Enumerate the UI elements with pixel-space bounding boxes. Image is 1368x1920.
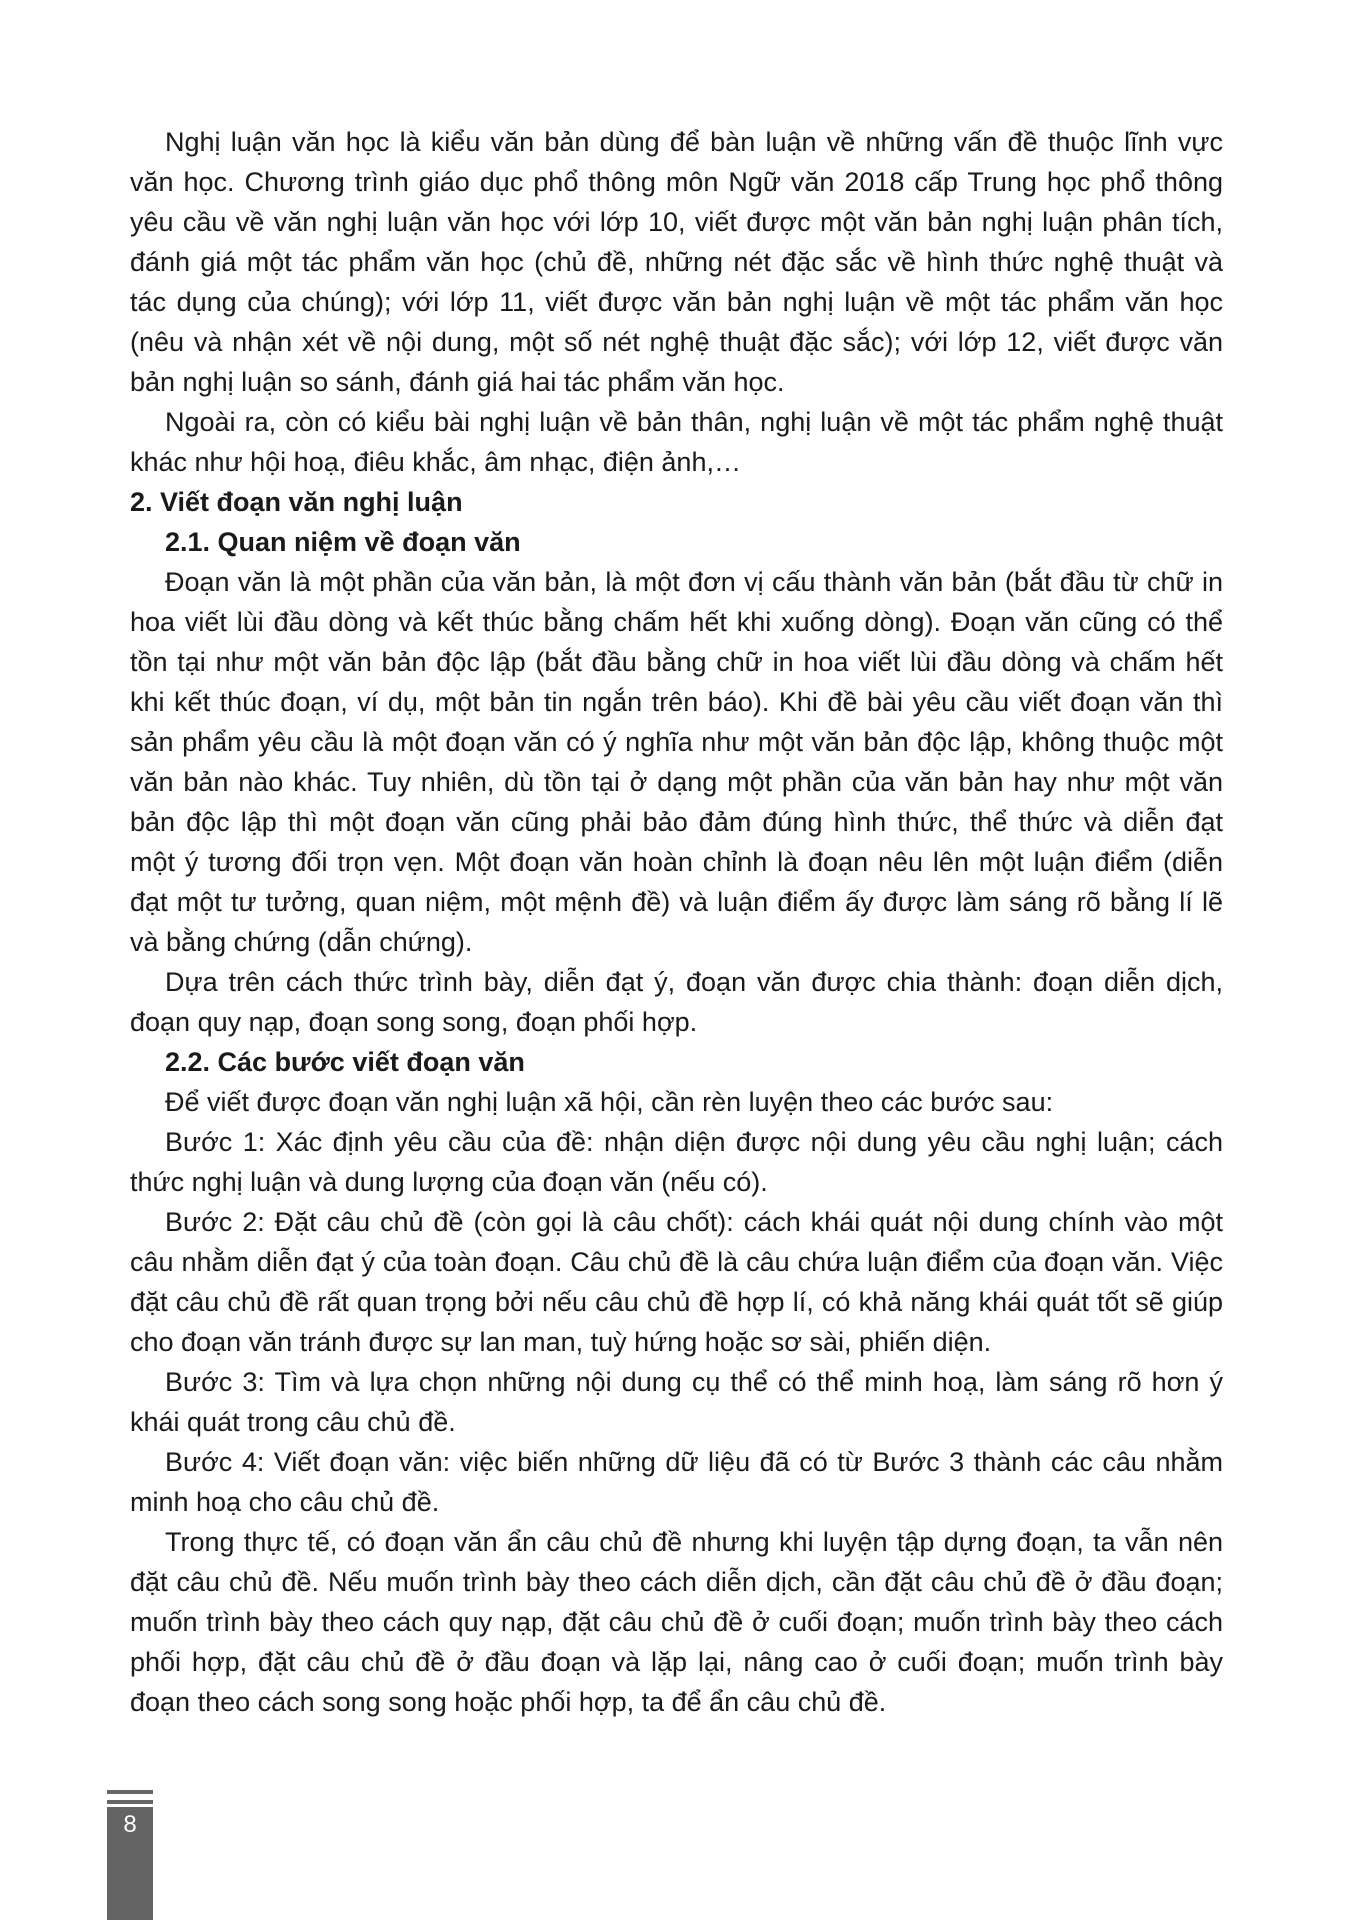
paragraph bbox=[130, 1362, 1223, 1442]
paragraph bbox=[130, 562, 1223, 962]
text-line: một ý tương đối trọn vẹn. Một đoạn văn hoàn chỉnh là đoạn nêu lên một luận điểm (diễn bbox=[130, 847, 1223, 877]
text-line: minh hoạ cho câu chủ đề. bbox=[130, 1487, 440, 1517]
text-line: câu nhằm diễn đạt ý của toàn đoạn. Câu chủ đề là câu chứa luận điểm của đoạn văn. Việc bbox=[130, 1247, 1223, 1277]
paragraph bbox=[130, 1522, 1223, 1722]
text-line: Bước 2: Đặt câu chủ đề (còn gọi là câu chốt): cách khái quát nội dung chính vào một bbox=[165, 1207, 1223, 1237]
text-line: (nêu và nhận xét về nội dung, một số nét nghệ thuật đặc sắc); với lớp 12, viết được văn bbox=[130, 327, 1223, 357]
text-line: phối hợp, đặt câu chủ đề ở đầu đoạn và lặp lại, nâng cao ở cuối đoạn; muốn trình bày bbox=[130, 1647, 1223, 1677]
text-line: hoa viết lùi đầu dòng và kết thúc bằng chấm hết khi xuống dòng). Đoạn văn cũng có thể bbox=[130, 607, 1223, 637]
paragraph bbox=[130, 962, 1223, 1042]
text-line: đoạn theo cách song song hoặc phối hợp, ta để ẩn câu chủ đề. bbox=[130, 1687, 887, 1717]
text-line: thức nghị luận và dung lượng của đoạn văn (nếu có). bbox=[130, 1167, 768, 1197]
text-line: khái quát trong câu chủ đề. bbox=[130, 1407, 456, 1437]
text-line: Bước 3: Tìm và lựa chọn những nội dung cụ thể có thể minh hoạ, làm sáng rõ hơn ý bbox=[165, 1367, 1223, 1397]
text-line: Dựa trên cách thức trình bày, diễn đạt ý, đoạn văn được chia thành: đoạn diễn dịch, bbox=[165, 967, 1223, 997]
text-line: bản độc lập thì một đoạn văn cũng phải bảo đảm đúng hình thức, thể thức và diễn đạt bbox=[130, 807, 1223, 837]
text-line: 2.2. Các bước viết đoạn văn bbox=[165, 1047, 525, 1077]
text-line: văn học. Chương trình giáo dục phổ thông môn Ngữ văn 2018 cấp Trung học phổ thông bbox=[130, 167, 1223, 197]
page-number: 8 bbox=[123, 1811, 137, 1838]
text-line: Bước 4: Viết đoạn văn: việc biến những dữ liệu đã có từ Bước 3 thành các câu nhằm bbox=[165, 1447, 1223, 1477]
page-number-tab bbox=[107, 1807, 153, 1920]
text-line: 2.1. Quan niệm về đoạn văn bbox=[165, 527, 521, 557]
text-line: đặt câu chủ đề rất quan trọng bởi nếu câu chủ đề hợp lí, có khả năng khái quát tốt sẽ giúp bbox=[130, 1287, 1223, 1317]
page-number-rule bbox=[107, 1790, 153, 1794]
page-body bbox=[130, 122, 1223, 1722]
text-line: cho đoạn văn tránh được sự lan man, tuỳ hứng hoặc sơ sài, phiến diện. bbox=[130, 1327, 992, 1357]
text-line: 2. Viết đoạn văn nghị luận bbox=[130, 487, 463, 517]
text-line: Ngoài ra, còn có kiểu bài nghị luận về bản thân, nghị luận về một tác phẩm nghệ thuật bbox=[165, 407, 1223, 437]
text-line: sản phẩm yêu cầu là một đoạn văn có ý nghĩa như một văn bản độc lập, không thuộc một bbox=[130, 727, 1223, 757]
text-line: khi kết thúc đoạn, ví dụ, một bản tin ngắn trên báo). Khi đề bài yêu cầu viết đoạn văn thì bbox=[130, 687, 1223, 717]
text-line: và bằng chứng (dẫn chứng). bbox=[130, 927, 473, 957]
paragraph bbox=[130, 1122, 1223, 1202]
text-line: đặt câu chủ đề. Nếu muốn trình bày theo cách diễn dịch, cần đặt câu chủ đề ở đầu đoạn; bbox=[130, 1567, 1223, 1597]
text-line: Nghị luận văn học là kiểu văn bản dùng để bàn luận về những vấn đề thuộc lĩnh vực bbox=[165, 127, 1223, 157]
paragraph bbox=[130, 122, 1223, 402]
text-line: tồn tại như một văn bản độc lập (bắt đầu bằng chữ in hoa viết lùi đầu dòng và chấm hết bbox=[130, 647, 1223, 677]
text-line: yêu cầu về văn nghị luận văn học với lớp 10, viết được một văn bản nghị luận phân tích, bbox=[130, 207, 1223, 237]
text-line: Để viết được đoạn văn nghị luận xã hội, cần rèn luyện theo các bước sau: bbox=[165, 1087, 1054, 1117]
text-line: đạt một tư tưởng, quan niệm, một mệnh đề) và luận điểm ấy được làm sáng rõ bằng lí lẽ bbox=[130, 887, 1223, 917]
text-line: bản nghị luận so sánh, đánh giá hai tác phẩm văn học. bbox=[130, 367, 785, 397]
paragraph bbox=[130, 1082, 1223, 1122]
text-line: muốn trình bày theo cách quy nạp, đặt câu chủ đề ở cuối đoạn; muốn trình bày theo cách bbox=[130, 1607, 1223, 1637]
text-line: Bước 1: Xác định yêu cầu của đề: nhận diện được nội dung yêu cầu nghị luận; cách bbox=[165, 1127, 1223, 1157]
text-line: văn bản nào khác. Tuy nhiên, dù tồn tại ở dạng một phần của văn bản hay như một văn bbox=[130, 767, 1223, 797]
text-line: Trong thực tế, có đoạn văn ẩn câu chủ đề nhưng khi luyện tập dựng đoạn, ta vẫn nên bbox=[165, 1527, 1223, 1557]
subsection-heading bbox=[130, 1042, 1223, 1082]
text-line: đoạn quy nạp, đoạn song song, đoạn phối hợp. bbox=[130, 1007, 698, 1037]
paragraph bbox=[130, 402, 1223, 482]
text-line: đánh giá một tác phẩm văn học (chủ đề, những nét đặc sắc về hình thức nghệ thuật và bbox=[130, 247, 1223, 277]
text-line: Đoạn văn là một phần của văn bản, là một đơn vị cấu thành văn bản (bắt đầu từ chữ in bbox=[165, 567, 1223, 597]
text-line: tác dụng của chúng); với lớp 11, viết được văn bản nghị luận về một tác phẩm văn học bbox=[130, 287, 1223, 317]
text-line: khác như hội hoạ, điêu khắc, âm nhạc, điện ảnh,… bbox=[130, 447, 741, 477]
paragraph bbox=[130, 1202, 1223, 1362]
page-number-rule bbox=[107, 1800, 153, 1804]
section-heading bbox=[130, 482, 1223, 522]
subsection-heading bbox=[130, 522, 1223, 562]
paragraph bbox=[130, 1442, 1223, 1522]
